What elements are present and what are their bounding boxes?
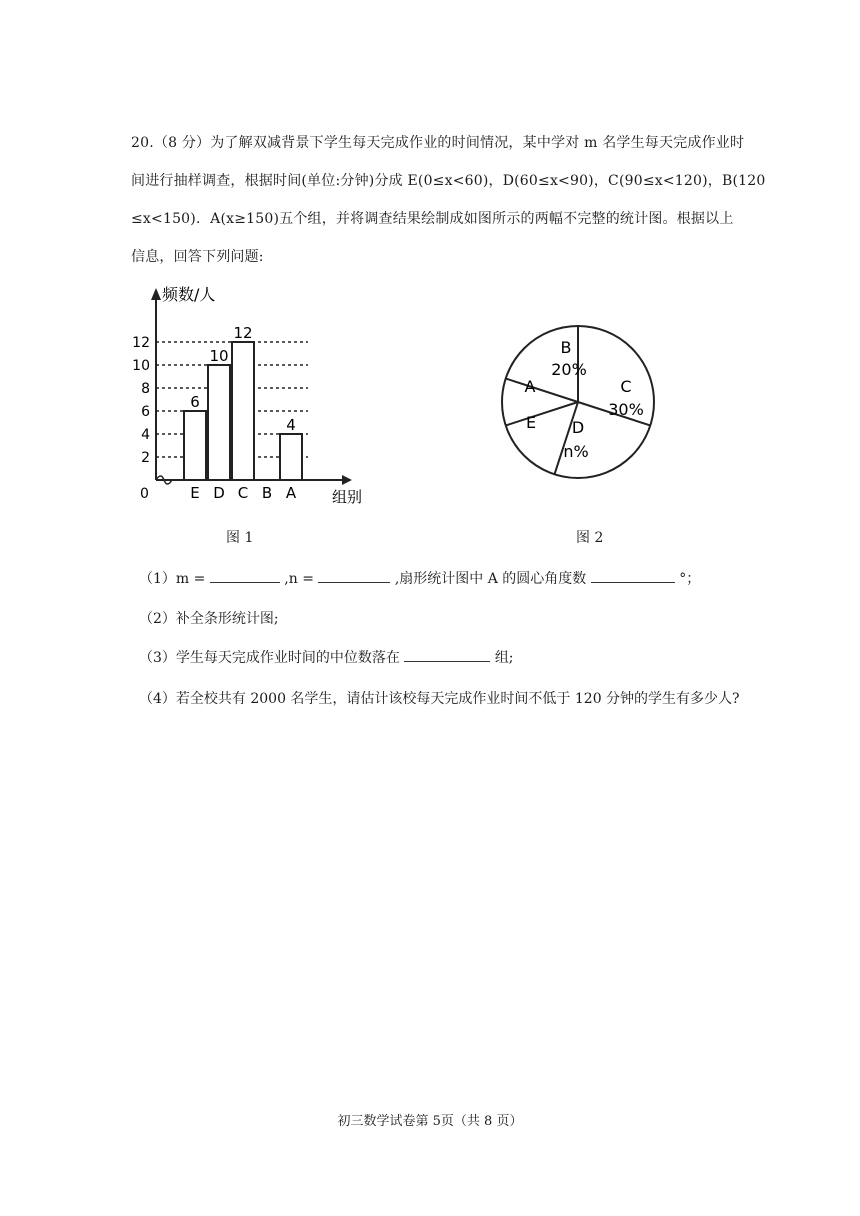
question-1	[139, 568, 700, 588]
bar-value-label: 6	[190, 393, 200, 411]
bar-value-label: 12	[233, 324, 253, 342]
question-2: （2）补全条形统计图;	[139, 611, 279, 627]
figure-1-caption: 图 1	[226, 530, 254, 546]
answer-blank-m[interactable]	[210, 568, 280, 583]
x-tick-label: C	[237, 484, 249, 502]
pie-slice-name: B	[560, 338, 572, 357]
y-axis-label: 频数/人	[162, 285, 216, 304]
pie-slice-name: C	[620, 377, 632, 396]
bar-chart	[120, 280, 380, 510]
bar-value-label: 10	[209, 347, 229, 365]
x-tick-label: B	[261, 484, 273, 502]
bar	[208, 365, 230, 480]
bar-value-label: 4	[286, 416, 296, 434]
pie-slice-name: A	[524, 377, 536, 396]
pie-slice-percent: 20%	[551, 360, 587, 379]
pie-chart	[490, 315, 670, 495]
x-tick-label: E	[190, 484, 200, 502]
bar	[184, 411, 206, 480]
problem-line-4: 信息，回答下列问题:	[131, 249, 264, 265]
pie-slice-name: E	[525, 413, 537, 432]
y-tick-label: 12	[132, 335, 150, 351]
page-footer: 初三数学试卷第 5页（共 8 页）	[337, 1114, 523, 1129]
q1-part-n: ,n =	[284, 571, 314, 587]
y-axis-arrow	[151, 288, 161, 300]
x-tick-label: A	[285, 484, 297, 502]
q1-part-m: （1）m =	[139, 571, 206, 587]
answer-blank-median[interactable]	[404, 647, 490, 662]
x-tick-label: D	[213, 484, 225, 502]
x-axis-label: 组别	[332, 488, 363, 506]
y-tick-label: 6	[141, 404, 150, 420]
x-axis-arrow	[342, 475, 352, 485]
bar	[232, 342, 254, 480]
pie-slice-percent: 30%	[608, 400, 644, 419]
problem-line-1: 20.（8 分）为了解双减背景下学生每天完成作业的时间情况，某中学对 m 名学生每天完成作业时	[131, 135, 745, 151]
q1-part-angle: ,扇形统计图中 A 的圆心角度数	[394, 571, 587, 587]
y-tick-label: 2	[141, 450, 150, 466]
q3-part-b: 组;	[494, 650, 514, 666]
bar	[280, 434, 302, 480]
q1-part-degree: °；	[679, 571, 701, 587]
pie-slice-name: D	[571, 418, 585, 437]
pie-slice-percent: n%	[563, 442, 589, 461]
answer-blank-n[interactable]	[318, 568, 390, 583]
y-tick-label: 10	[132, 358, 150, 374]
question-4: （4）若全校共有 2000 名学生，请估计该校每天完成作业时间不低于 120 分钟的学生有多少人?	[139, 691, 740, 707]
problem-line-3: ≤x<150)．A(x≥150)五个组，并将调查结果绘制成如图所示的两幅不完整的统计图。根据以上	[131, 211, 734, 227]
y-tick-label: 4	[141, 427, 150, 443]
figure-2-caption: 图 2	[576, 530, 604, 546]
origin-label: 0	[140, 486, 149, 502]
question-3	[139, 647, 514, 667]
answer-blank-angle[interactable]	[591, 568, 675, 583]
problem-line-2: 间进行抽样调查，根据时间(单位:分钟)分成 E(0≤x<60)，D(60≤x<90)，C(90≤x<120)，B(120	[131, 173, 766, 189]
y-tick-label: 8	[141, 381, 150, 397]
q3-part-a: （3）学生每天完成作业时间的中位数落在	[139, 650, 400, 666]
